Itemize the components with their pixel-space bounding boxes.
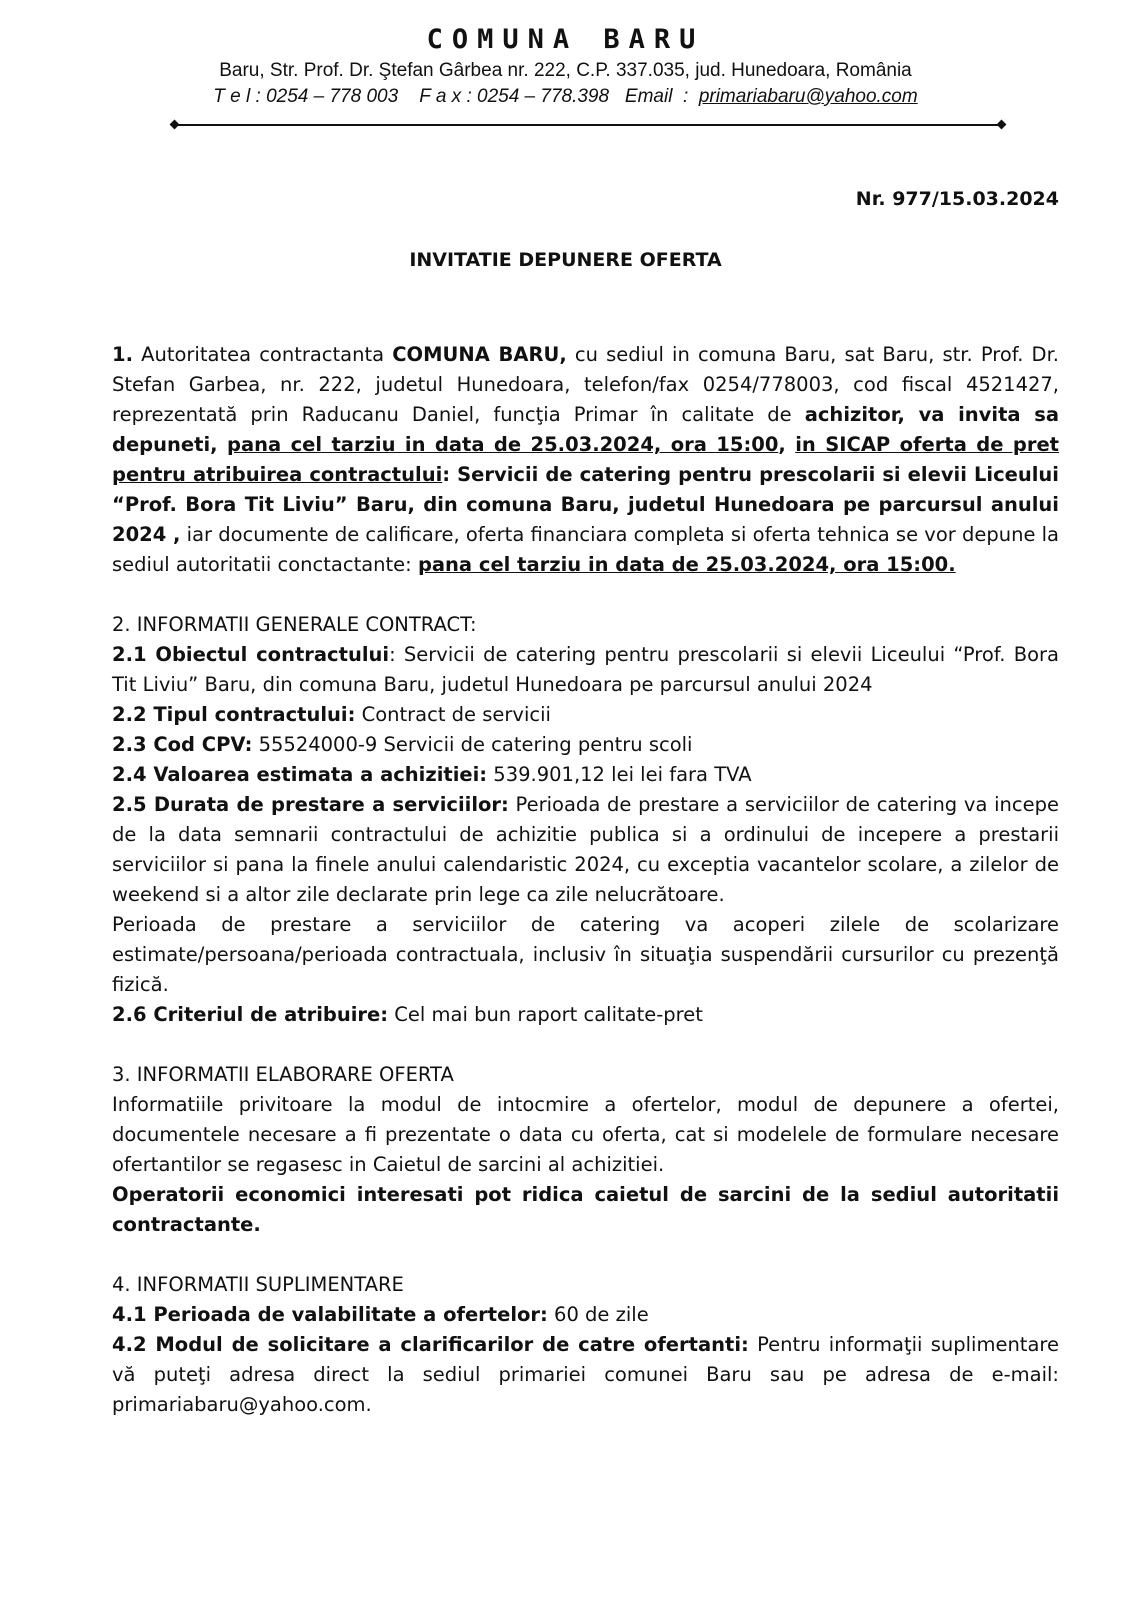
section-3-para2: Operatorii economici interesati pot ridica caietul de sarcini de la sediul autoritatii contractante. bbox=[112, 1183, 1059, 1236]
item-2-6: 2.6 Criteriul de atribuire: Cel mai bun raport calitate-pret bbox=[112, 1003, 703, 1026]
section-3-para1: Informatiile privitoare la modul de intocmire a ofertelor, modul de depunere a ofertei, documentele necesare a fi prezentate o data cu oferta, cat si modelele de formulare necesare ofertantilor se regasesc in Caietul de sarcini al achizitiei. bbox=[112, 1093, 1059, 1176]
item-2-5: 2.5 Durata de prestare a serviciilor: Perioada de prestare a serviciilor de catering va incepe de la data semnarii contractului de achizitie publica si a ordinului de incepere a prestarii serviciilor si pana la finele anului calendaristic 2024, cu exceptia vacantelor scolare, a zilelor de weekend si a altor zile declarate prin lege ca zile nelucrătoare. bbox=[112, 793, 1060, 906]
section-1: 1. Autoritatea contractanta COMUNA BARU, cu sediul in comuna Baru, sat Baru, str. Prof. Dr. Stefan Garbea, nr. 222, judetul Hunedoara, telefon/fax 0254/778003, cod fiscal 4521427, reprezentată prin Raducanu Daniel, funcţia Primar în calitate de achizitor, va invita sa depuneti, pana cel tarziu in data de 25.03.2024, ora 15:00, in SICAP oferta de pret pentru atribuirea contractului: Servicii de catering pentru prescolarii si elevii Liceului “Prof. Bora Tit Liviu” Baru, din comuna Baru, judetul Hunedoara pe parcursul anului 2024 , iar documente de calificare, oferta financiara completa si oferta tehnica se vor depune la sediul autoritatii conctactante: pana cel tarziu in data de 25.03.2024, ora 15:00. bbox=[112, 343, 1060, 576]
document-number: Nr. 977/15.03.2024 bbox=[855, 188, 1059, 210]
contact-phone-fax: T e l : 0254 – 778 003 F a x : 0254 – 778.398 Email : bbox=[213, 86, 699, 107]
item-4-2: 4.2 Modul de solicitare a clarificarilor de catre ofertanti: Pentru informaţii suplimentare vă puteţi adresa direct la sediul primariei comunei Baru sau pe adresa de e-mail: primariabaru@yahoo.com. bbox=[112, 1333, 1059, 1416]
item-2-4: 2.4 Valoarea estimata a achizitiei: 539.901,12 lei lei fara TVA bbox=[112, 763, 752, 786]
divider-diamond-left bbox=[170, 120, 180, 130]
section-4-heading: 4. INFORMATII SUPLIMENTARE bbox=[112, 1273, 404, 1296]
section-2-heading: 2. INFORMATII GENERALE CONTRACT: bbox=[112, 613, 477, 636]
org-name: COMUNA BARU bbox=[426, 24, 705, 55]
org-contact bbox=[0, 84, 1131, 109]
org-address: Baru, Str. Prof. Dr. Ştefan Gârbea nr. 222, C.P. 337.035, jud. Hunedoara, România bbox=[219, 60, 912, 81]
item-2-3: 2.3 Cod CPV: 55524000-9 Servicii de catering pentru scoli bbox=[112, 733, 693, 756]
header-divider bbox=[178, 124, 1002, 126]
item-2-5-para2: Perioada de prestare a serviciilor de catering va acoperi zilele de scolarizare estimate/persoana/perioada contractuala, inclusiv în situaţia suspendării cursurilor cu prezenţă fizică. bbox=[112, 913, 1059, 996]
email-link[interactable]: primariabaru@yahoo.com bbox=[698, 86, 918, 107]
letterhead bbox=[0, 22, 1131, 109]
section-3-heading: 3. INFORMATII ELABORARE OFERTA bbox=[112, 1063, 454, 1086]
item-4-1: 4.1 Perioada de valabilitate a ofertelor: 60 de zile bbox=[112, 1303, 649, 1326]
item-2-2: 2.2 Tipul contractului: Contract de servicii bbox=[112, 703, 551, 726]
document-body bbox=[112, 340, 1059, 1420]
document-title: INVITATIE DEPUNERE OFERTA bbox=[409, 249, 722, 271]
divider-diamond-right bbox=[997, 120, 1007, 130]
item-2-1: 2.1 Obiectul contractului: Servicii de catering pentru prescolarii si elevii Liceului “Prof. Bora Tit Liviu” Baru, din comuna Baru, judetul Hunedoara pe parcursul anului 2024 bbox=[112, 643, 1059, 696]
